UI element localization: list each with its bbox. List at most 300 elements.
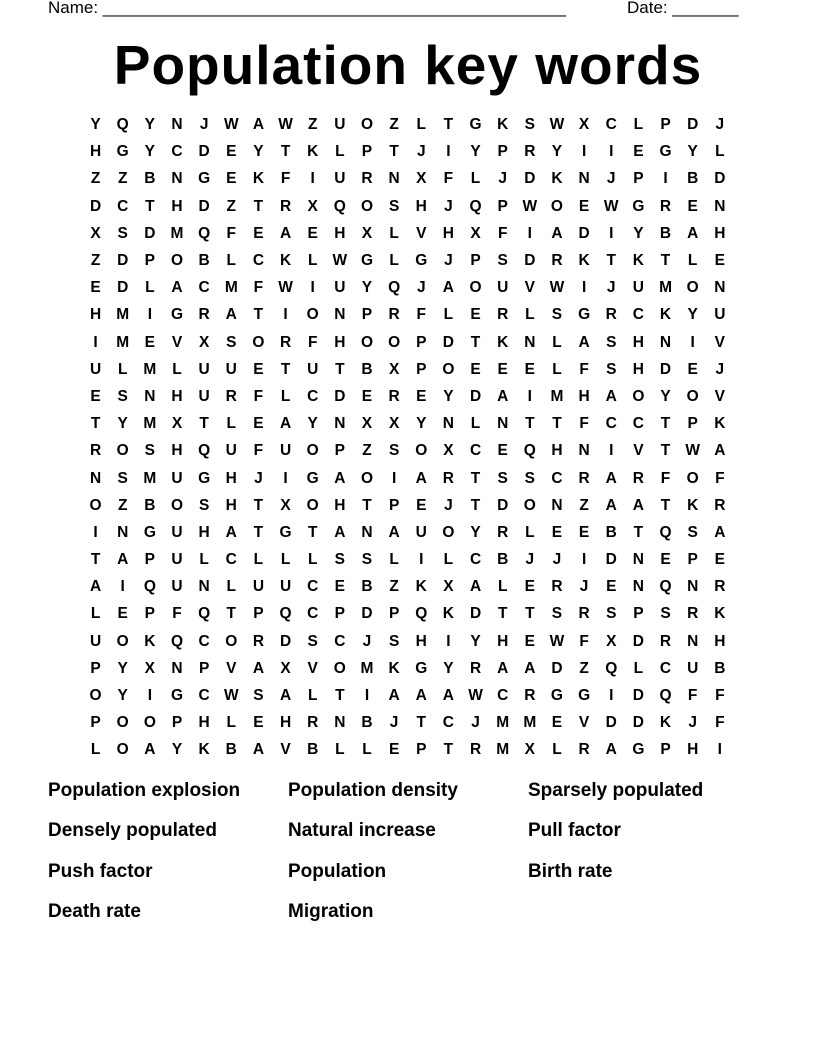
grid-letter: D (632, 687, 644, 705)
grid-letter: B (307, 741, 319, 759)
grid-letter: N (714, 197, 726, 215)
grid-letter: T (660, 496, 671, 514)
grid-letter: K (714, 605, 726, 623)
grid-letter: T (280, 360, 291, 378)
grid-row (82, 546, 734, 573)
grid-letter: S (660, 605, 671, 623)
grid-letter: D (551, 659, 563, 677)
grid-letter: G (279, 523, 292, 541)
grid-letter: H (279, 714, 292, 732)
grid-letter: R (714, 578, 726, 596)
grid-letter: K (252, 170, 265, 188)
grid-letter: O (686, 387, 699, 405)
word-list-item: Densely populated (48, 820, 217, 842)
word-list (48, 778, 768, 939)
grid-row (82, 383, 734, 410)
grid-letter: R (198, 306, 210, 324)
grid-letter: A (578, 333, 590, 351)
grid-letter: F (443, 170, 454, 188)
grid-letter: J (362, 632, 372, 650)
grid-letter: F (715, 714, 725, 732)
grid-letter: E (524, 360, 535, 378)
grid-letter: E (226, 143, 237, 161)
grid-letter: X (198, 333, 210, 351)
grid-letter: S (687, 523, 698, 541)
grid-letter: L (470, 170, 481, 188)
grid-letter: Y (470, 523, 481, 541)
grid-letter: P (90, 714, 101, 732)
grid-letter: D (524, 252, 536, 270)
grid-letter: M (224, 279, 238, 297)
grid-letter: L (525, 523, 535, 541)
grid-letter: N (388, 170, 400, 188)
grid-letter: B (144, 496, 156, 514)
grid-letter: L (335, 143, 345, 161)
grid-letter: C (605, 415, 617, 433)
grid-letter: K (307, 143, 319, 161)
grid-letter: I (283, 469, 288, 487)
grid-letter: J (389, 714, 399, 732)
grid-letter: S (497, 469, 508, 487)
grid-letter: R (279, 333, 292, 351)
grid-letter: F (253, 387, 264, 405)
grid-letter: D (117, 252, 129, 270)
grid-letter: T (660, 442, 671, 460)
grid-letter: I (581, 551, 587, 569)
grid-letter: O (469, 279, 482, 297)
grid-letter: E (524, 632, 535, 650)
grid-letter: V (280, 741, 291, 759)
grid-letter: N (442, 415, 454, 433)
grid-letter: Y (90, 116, 101, 134)
grid-row (82, 519, 734, 546)
grid-letter: P (171, 714, 183, 732)
grid-letter: B (605, 523, 617, 541)
grid-letter: H (171, 197, 183, 215)
grid-letter: I (446, 143, 451, 161)
grid-letter: L (145, 279, 155, 297)
grid-letter: O (360, 116, 373, 134)
grid-letter: H (89, 143, 102, 161)
grid-letter: L (307, 252, 318, 270)
grid-letter: G (578, 687, 591, 705)
grid-letter: L (362, 741, 372, 759)
grid-letter: Q (523, 442, 536, 460)
grid-letter: L (117, 360, 128, 378)
grid-letter: X (144, 659, 156, 677)
grid-letter: A (415, 469, 427, 487)
grid-letter: H (442, 224, 454, 242)
grid-letter: L (687, 252, 698, 270)
grid-letter: Q (415, 605, 428, 623)
grid-letter: I (364, 687, 370, 705)
grid-letter: A (524, 659, 536, 677)
grid-letter: S (388, 442, 400, 460)
grid-letter: G (550, 687, 563, 705)
grid-letter: J (579, 578, 589, 596)
grid-letter: O (306, 496, 319, 514)
grid-letter: Y (117, 659, 128, 677)
grid-letter: M (143, 469, 157, 487)
grid-letter: N (632, 551, 644, 569)
word-list-item: Migration (288, 900, 374, 922)
grid-letter: E (226, 170, 237, 188)
grid-letter: O (306, 442, 319, 460)
grid-letter: A (279, 687, 292, 705)
grid-row (82, 356, 734, 383)
grid-letter: P (144, 252, 156, 270)
grid-letter: D (144, 224, 156, 242)
grid-letter: L (443, 551, 454, 569)
grid-letter: J (525, 551, 535, 569)
grid-letter: L (715, 143, 725, 161)
word-list-item: Push factor (48, 860, 153, 882)
grid-letter: E (497, 442, 508, 460)
grid-letter: W (278, 279, 293, 297)
grid-letter: P (633, 170, 644, 188)
grid-letter: P (253, 605, 264, 623)
grid-letter: T (525, 415, 535, 433)
grid-letter: Z (362, 442, 372, 460)
grid-letter: A (334, 469, 346, 487)
grid-letter: T (90, 415, 101, 433)
grid-letter: C (632, 306, 644, 324)
grid-letter: W (603, 197, 619, 215)
grid-letter: I (147, 687, 152, 705)
grid-letter: R (687, 605, 699, 623)
grid-letter: M (116, 333, 130, 351)
grid-letter: A (225, 306, 237, 324)
grid-letter: P (687, 415, 698, 433)
grid-letter: R (659, 632, 672, 650)
grid-letter: E (578, 197, 590, 215)
grid-letter: A (171, 279, 183, 297)
grid-letter: D (605, 714, 617, 732)
grid-letter: A (605, 496, 617, 514)
grid-letter: A (605, 387, 617, 405)
grid-letter: T (443, 741, 454, 759)
grid-letter: O (89, 496, 102, 514)
grid-letter: U (632, 279, 644, 297)
grid-letter: R (307, 714, 319, 732)
grid-letter: J (606, 170, 616, 188)
grid-letter: N (687, 578, 699, 596)
grid-letter: I (391, 469, 397, 487)
grid-letter: Q (469, 197, 482, 215)
grid-letter: J (715, 360, 725, 378)
grid-letter: G (578, 306, 591, 324)
grid-letter: H (714, 224, 726, 242)
grid-letter: I (609, 224, 614, 242)
grid-letter: T (470, 496, 481, 514)
grid-row (82, 247, 734, 274)
grid-letter: X (443, 442, 454, 460)
grid-letter: J (715, 116, 725, 134)
grid-letter: E (307, 224, 318, 242)
grid-letter: T (335, 360, 345, 378)
grid-letter: M (143, 360, 157, 378)
grid-letter: O (252, 333, 265, 351)
grid-letter: P (416, 741, 427, 759)
grid-letter: Y (416, 415, 427, 433)
grid-letter: P (497, 143, 508, 161)
grid-letter: V (171, 333, 183, 351)
grid-letter: Y (361, 279, 373, 297)
grid-letter: E (416, 387, 427, 405)
grid-letter: A (388, 523, 400, 541)
grid-letter: V (714, 333, 725, 351)
grid-letter: R (524, 687, 536, 705)
grid-letter: O (686, 469, 699, 487)
grid-letter: I (609, 687, 614, 705)
grid-letter: N (578, 170, 590, 188)
grid-letter: A (442, 687, 454, 705)
grid-letter: O (388, 333, 401, 351)
grid-letter: X (388, 360, 400, 378)
grid-letter: C (307, 578, 319, 596)
grid-letter: P (334, 442, 345, 460)
grid-letter: K (714, 415, 726, 433)
grid-letter: R (578, 741, 590, 759)
grid-letter: L (389, 224, 399, 242)
grid-letter: L (90, 741, 101, 759)
grid-letter: J (688, 714, 697, 732)
grid-letter: R (388, 387, 400, 405)
grid-letter: S (606, 333, 617, 351)
grid-letter: L (389, 252, 399, 270)
grid-letter: I (609, 143, 614, 161)
grid-letter: N (117, 523, 129, 541)
grid-letter: R (551, 578, 563, 596)
grid-letter: T (525, 605, 535, 623)
grid-letter: T (497, 605, 508, 623)
grid-letter: G (632, 741, 645, 759)
grid-letter: N (171, 659, 183, 677)
grid-letter: O (89, 687, 102, 705)
grid-row (82, 682, 734, 709)
grid-letter: A (334, 523, 346, 541)
grid-letter: R (225, 387, 237, 405)
grid-letter: J (254, 469, 263, 487)
grid-letter: N (144, 387, 156, 405)
grid-letter: Z (307, 116, 318, 134)
grid-letter: Q (659, 687, 672, 705)
grid-letter: O (333, 659, 346, 677)
grid-letter: Y (443, 387, 454, 405)
grid-letter: M (659, 279, 672, 297)
grid-letter: L (525, 306, 535, 324)
grid-letter: L (172, 360, 182, 378)
grid-letter: N (334, 415, 346, 433)
grid-letter: B (361, 360, 373, 378)
grid-letter: W (468, 687, 483, 705)
grid-letter: Y (144, 143, 156, 161)
grid-letter: X (171, 415, 183, 433)
grid-letter: O (415, 442, 428, 460)
grid-letter: C (551, 469, 563, 487)
grid-letter: K (659, 306, 672, 324)
grid-letter: B (687, 170, 699, 188)
grid-letter: Q (659, 523, 672, 541)
grid-letter: A (117, 551, 129, 569)
date-field: Date: _______ (627, 0, 739, 17)
grid-letter: V (416, 224, 427, 242)
grid-letter: B (198, 252, 210, 270)
grid-letter: X (90, 224, 101, 242)
grid-letter: L (416, 116, 426, 134)
grid-letter: E (633, 143, 644, 161)
grid-letter: X (443, 578, 454, 596)
grid-letter: W (685, 442, 700, 460)
grid-letter: T (552, 415, 562, 433)
grid-letter: I (283, 306, 288, 324)
grid-letter: W (549, 632, 565, 650)
grid-letter: Y (443, 659, 454, 677)
grid-letter: S (117, 469, 128, 487)
grid-letter: I (446, 632, 451, 650)
grid-letter: L (497, 578, 508, 596)
grid-letter: H (714, 632, 726, 650)
grid-letter: K (198, 741, 210, 759)
grid-letter: J (416, 279, 426, 297)
grid-letter: Y (687, 143, 698, 161)
grid-letter: K (388, 659, 400, 677)
grid-letter: M (143, 415, 157, 433)
grid-letter: T (280, 143, 291, 161)
grid-letter: G (632, 197, 645, 215)
grid-row (82, 165, 734, 192)
grid-letter: H (198, 523, 210, 541)
grid-letter: U (334, 279, 346, 297)
grid-letter: T (253, 197, 264, 215)
grid-letter: E (253, 415, 264, 433)
grid-letter: A (714, 442, 726, 460)
grid-letter: D (687, 116, 699, 134)
grid-letter: U (279, 578, 292, 596)
grid-letter: L (226, 714, 236, 732)
word-list-item: Birth rate (528, 860, 613, 882)
grid-letter: E (687, 197, 698, 215)
grid-letter: H (415, 632, 427, 650)
grid-letter: O (686, 279, 699, 297)
grid-letter: F (307, 333, 318, 351)
grid-row (82, 628, 734, 655)
grid-letter: I (663, 170, 668, 188)
grid-letter: C (307, 605, 319, 623)
grid-letter: B (361, 578, 373, 596)
grid-letter: D (632, 632, 644, 650)
grid-letter: U (171, 469, 183, 487)
grid-letter: I (581, 279, 587, 297)
grid-letter: T (416, 714, 426, 732)
grid-letter: G (143, 523, 156, 541)
grid-letter: I (527, 224, 532, 242)
grid-letter: A (605, 741, 617, 759)
grid-letter: T (443, 116, 454, 134)
grid-letter: Q (170, 632, 184, 650)
grid-letter: Q (198, 442, 211, 460)
grid-letter: N (89, 469, 102, 487)
grid-letter: X (470, 224, 481, 242)
grid-letter: A (279, 415, 292, 433)
grid-letter: K (497, 116, 509, 134)
grid-row (82, 193, 734, 220)
grid-letter: D (497, 496, 509, 514)
grid-letter: B (497, 551, 509, 569)
grid-letter: H (198, 714, 210, 732)
grid-letter: F (687, 687, 698, 705)
page-title: Population key words (113, 34, 703, 96)
grid-letter: M (496, 741, 510, 759)
grid-letter: P (416, 333, 427, 351)
grid-letter: D (469, 605, 482, 623)
grid-letter: J (552, 551, 562, 569)
grid-letter: N (198, 578, 210, 596)
worksheet-header (48, 0, 748, 20)
grid-letter: H (632, 360, 644, 378)
grid-letter: I (310, 279, 315, 297)
grid-letter: S (524, 116, 535, 134)
grid-letter: P (633, 605, 644, 623)
grid-letter: D (659, 360, 672, 378)
grid-letter: H (415, 197, 427, 215)
grid-letter: L (633, 116, 644, 134)
grid-letter: U (334, 116, 346, 134)
grid-letter: A (252, 741, 265, 759)
grid-letter: H (334, 333, 346, 351)
grid-letter: S (497, 252, 508, 270)
grid-row (82, 301, 734, 328)
grid-letter: D (632, 714, 644, 732)
grid-letter: K (687, 496, 699, 514)
grid-letter: M (496, 714, 510, 732)
grid-letter: K (659, 714, 672, 732)
grid-letter: O (143, 714, 156, 732)
grid-letter: A (714, 523, 726, 541)
grid-letter: N (659, 333, 672, 351)
grid-letter: Q (388, 279, 401, 297)
grid-letter: U (198, 387, 210, 405)
grid-letter: N (524, 333, 536, 351)
grid-letter: I (120, 578, 125, 596)
grid-letter: T (606, 252, 616, 270)
grid-letter: D (605, 551, 617, 569)
grid-letter: H (225, 496, 237, 514)
grid-letter: L (307, 687, 318, 705)
grid-letter: O (360, 469, 373, 487)
grid-letter: E (361, 387, 373, 405)
grid-letter: R (361, 170, 373, 188)
grid-letter: P (361, 143, 373, 161)
grid-letter: A (551, 224, 563, 242)
grid-letter: L (253, 551, 264, 569)
grid-letter: P (361, 306, 373, 324)
word-list-item: Sparsely populated (528, 780, 704, 801)
grid-letter: L (552, 741, 562, 759)
grid-letter: O (360, 333, 373, 351)
grid-letter: J (471, 714, 480, 732)
grid-letter: X (578, 116, 590, 134)
grid-row (82, 600, 734, 627)
grid-letter: R (497, 523, 509, 541)
grid-letter: U (415, 523, 427, 541)
grid-letter: D (469, 387, 482, 405)
grid-letter: F (416, 306, 426, 324)
grid-letter: F (579, 415, 589, 433)
grid-letter: L (552, 333, 562, 351)
grid-letter: C (659, 659, 672, 677)
grid-letter: A (415, 687, 427, 705)
